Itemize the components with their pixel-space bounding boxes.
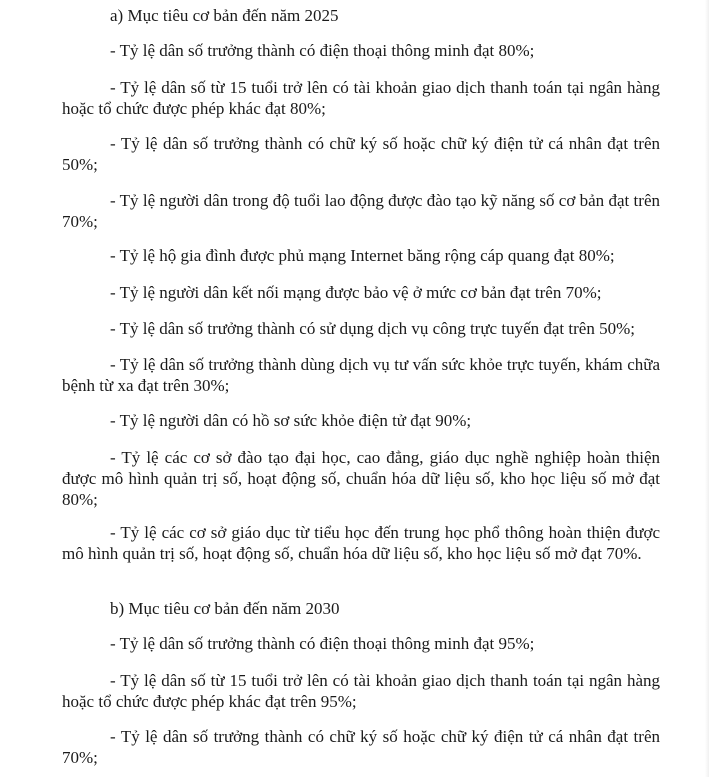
section-a-item-1: - Tỷ lệ dân số trưởng thành có điện thoại thông minh đạt 80%;	[110, 41, 535, 60]
section-b-item-1: - Tỷ lệ dân số trưởng thành có điện thoại thông minh đạt 95%;	[110, 634, 535, 653]
section-a-item-2: - Tỷ lệ dân số từ 15 tuổi trở lên có tài khoản giao dịch thanh toán tại ngân hàng hoặc tổ chức được phép khác đạt 80%;	[62, 78, 660, 118]
section-b-item-2: - Tỷ lệ dân số từ 15 tuổi trở lên có tài khoản giao dịch thanh toán tại ngân hàng hoặc tổ chức được phép khác đạt trên 95%;	[62, 671, 660, 711]
section-a-heading: a) Mục tiêu cơ bản đến năm 2025	[110, 6, 339, 25]
section-a-item-10: - Tỷ lệ các cơ sở đào tạo đại học, cao đẳng, giáo dục nghề nghiệp hoàn thiện được mô hình quản trị số, hoạt động số, chuẩn hóa dữ liệu số, kho học liệu số mở đạt 80%;	[62, 448, 660, 509]
page-edge-shadow	[705, 0, 709, 777]
section-a-item-7: - Tỷ lệ dân số trưởng thành có sử dụng dịch vụ công trực tuyến đạt trên 50%;	[110, 319, 635, 338]
section-b-item-3: - Tỷ lệ dân số trưởng thành có chữ ký số hoặc chữ ký điện tử cá nhân đạt trên 70%;	[62, 727, 660, 767]
section-b-heading: b) Mục tiêu cơ bản đến năm 2030	[110, 599, 340, 618]
section-a-item-3: - Tỷ lệ dân số trưởng thành có chữ ký số hoặc chữ ký điện tử cá nhân đạt trên 50%;	[62, 134, 660, 174]
section-a-item-5: - Tỷ lệ hộ gia đình được phủ mạng Internet băng rộng cáp quang đạt 80%;	[110, 246, 615, 265]
section-a-item-8: - Tỷ lệ dân số trưởng thành dùng dịch vụ tư vấn sức khỏe trực tuyến, khám chữa bệnh từ xa đạt trên 30%;	[62, 355, 660, 395]
section-a-item-11: - Tỷ lệ các cơ sở giáo dục từ tiểu học đến trung học phổ thông hoàn thiện được mô hình quản trị số, hoạt động số, chuẩn hóa dữ liệu số, kho học liệu số mở đạt 70%.	[62, 523, 660, 563]
section-a-item-6: - Tỷ lệ người dân kết nối mạng được bảo vệ ở mức cơ bản đạt trên 70%;	[110, 283, 602, 302]
section-a-item-4: - Tỷ lệ người dân trong độ tuổi lao động được đào tạo kỹ năng số cơ bản đạt trên 70%;	[62, 191, 660, 231]
section-a-item-9: - Tỷ lệ người dân có hồ sơ sức khỏe điện tử đạt 90%;	[110, 411, 472, 430]
